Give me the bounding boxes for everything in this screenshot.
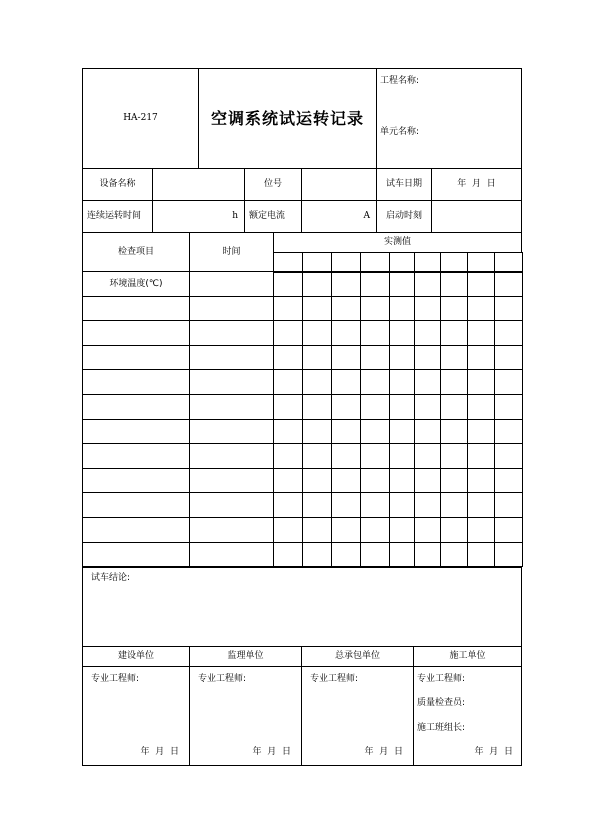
measured-value-cell[interactable] [331, 468, 361, 493]
check-item-cell[interactable] [82, 296, 190, 321]
ambient-temperature-label: 环境温度(℃) [109, 278, 163, 289]
sign-date: 年 月 日 [364, 747, 403, 757]
continuous-time-label: 连续运转时间 [82, 200, 153, 233]
sign-block-supervision[interactable] [189, 666, 302, 766]
measured-value-cell[interactable] [414, 419, 441, 444]
sign-unit-general-contractor: 总承包单位 [301, 646, 414, 667]
measured-value-cell[interactable] [331, 542, 361, 567]
measured-value-cell[interactable] [331, 443, 361, 469]
measured-value-cell[interactable] [389, 394, 415, 420]
sign-block-builder[interactable] [413, 666, 522, 766]
measured-subheader-cell [331, 252, 361, 273]
sign-unit-construction: 建设单位 [82, 646, 190, 667]
measured-value-cell[interactable] [414, 517, 441, 543]
amp-unit: A [363, 211, 370, 221]
position-label: 位号 [244, 168, 302, 201]
measured-value-cell[interactable] [302, 542, 332, 567]
measured-value-cell[interactable] [389, 345, 415, 370]
check-item-cell[interactable] [82, 345, 190, 370]
measured-value-cell[interactable] [360, 271, 390, 297]
measured-value-cell[interactable] [273, 443, 303, 469]
measured-value-cell[interactable] [360, 320, 390, 346]
measured-value-cell[interactable] [273, 320, 303, 346]
measured-subheader-cell [389, 252, 415, 273]
check-item-cell[interactable] [82, 271, 190, 297]
check-item-cell[interactable] [82, 369, 190, 395]
measured-value-cell[interactable] [273, 419, 303, 444]
measured-value-cell[interactable] [440, 345, 468, 370]
device-name-label: 设备名称 [82, 168, 153, 201]
measured-value-cell[interactable] [414, 271, 441, 297]
measured-value-cell[interactable] [414, 296, 441, 321]
check-item-cell[interactable] [82, 468, 190, 493]
measured-subheader-cell [302, 252, 332, 273]
time-cell[interactable] [189, 492, 274, 518]
measured-value-cell[interactable] [360, 542, 390, 567]
sign-date: 年 月 日 [474, 747, 513, 757]
measured-value-cell[interactable] [414, 492, 441, 518]
measured-value-cell[interactable] [440, 542, 468, 567]
measured-value-cell[interactable] [331, 271, 361, 297]
measured-value-cell[interactable] [494, 320, 523, 346]
check-item-cell[interactable] [82, 517, 190, 543]
test-date-field[interactable]: 年 月 日 [431, 168, 522, 201]
time-cell[interactable] [189, 419, 274, 444]
measured-value-cell[interactable] [494, 296, 523, 321]
measured-value-cell[interactable] [273, 492, 303, 518]
measured-value-cell[interactable] [302, 443, 332, 469]
measured-value-cell[interactable] [273, 394, 303, 420]
measured-value-cell[interactable] [389, 369, 415, 395]
form-title-cell [198, 68, 377, 169]
measured-value-cell[interactable] [414, 320, 441, 346]
measured-value-cell[interactable] [467, 468, 495, 493]
measured-value-cell[interactable] [494, 443, 523, 469]
measured-value-cell[interactable] [360, 468, 390, 493]
measured-value-cell[interactable] [440, 320, 468, 346]
conclusion-cell[interactable] [82, 567, 522, 647]
continuous-time-field[interactable] [152, 200, 245, 233]
measured-value-cell[interactable] [440, 296, 468, 321]
measured-value-cell[interactable] [440, 443, 468, 469]
measured-value-cell[interactable] [273, 542, 303, 567]
time-header: 时间 [189, 232, 274, 272]
device-name-field[interactable] [152, 168, 245, 201]
measured-value-cell[interactable] [389, 320, 415, 346]
measured-value-cell[interactable] [467, 271, 495, 297]
form-title: 空调系统试运转记录 [210, 108, 364, 128]
check-item-cell[interactable] [82, 320, 190, 346]
hour-unit: h [232, 211, 238, 221]
measured-value-cell[interactable] [389, 468, 415, 493]
form-sheet [82, 68, 522, 766]
measured-value-cell[interactable] [494, 369, 523, 395]
measured-value-cell[interactable] [360, 345, 390, 370]
measured-value-cell[interactable] [360, 517, 390, 543]
sign-date: 年 月 日 [140, 747, 179, 757]
measured-value-cell[interactable] [414, 468, 441, 493]
measured-value-cell[interactable] [273, 296, 303, 321]
measured-value-cell[interactable] [331, 394, 361, 420]
measured-subheader-cell [360, 252, 390, 273]
rated-current-label: 额定电流 [244, 200, 302, 233]
measured-value-cell[interactable] [360, 492, 390, 518]
measured-value-cell[interactable] [467, 369, 495, 395]
start-time-label: 启动时刻 [376, 200, 432, 233]
project-name-label: 工程名称: [380, 76, 420, 86]
engineer-label: 专业工程师: [91, 674, 140, 684]
time-cell[interactable] [189, 468, 274, 493]
position-field[interactable] [301, 168, 377, 201]
measured-value-cell[interactable] [494, 345, 523, 370]
measured-value-cell[interactable] [302, 419, 332, 444]
measured-value-cell[interactable] [389, 492, 415, 518]
project-info-cell [376, 68, 522, 169]
measured-value-cell[interactable] [331, 296, 361, 321]
measured-value-cell[interactable] [440, 492, 468, 518]
sign-date: 年 月 日 [252, 747, 291, 757]
measured-value-cell[interactable] [389, 517, 415, 543]
measured-subheader-cell [467, 252, 495, 273]
measured-value-cell[interactable] [440, 419, 468, 444]
measured-subheader-cell [440, 252, 468, 273]
measured-value-cell[interactable] [302, 517, 332, 543]
check-item-cell[interactable] [82, 492, 190, 518]
time-cell[interactable] [189, 369, 274, 395]
time-cell[interactable] [189, 443, 274, 469]
measured-value-cell[interactable] [467, 492, 495, 518]
form-code: HA-217 [123, 113, 158, 123]
measured-value-cell[interactable] [331, 369, 361, 395]
measured-value-cell[interactable] [467, 394, 495, 420]
measured-value-cell[interactable] [467, 296, 495, 321]
check-item-cell[interactable] [82, 394, 190, 420]
measured-value-cell[interactable] [389, 296, 415, 321]
measured-value-cell[interactable] [440, 468, 468, 493]
rated-current-field[interactable] [301, 200, 377, 233]
measured-value-cell[interactable] [360, 419, 390, 444]
measured-value-cell[interactable] [494, 517, 523, 543]
measured-value-cell[interactable] [440, 271, 468, 297]
measured-value-cell[interactable] [273, 271, 303, 297]
measured-value-cell[interactable] [331, 517, 361, 543]
engineer-label: 专业工程师: [310, 674, 359, 684]
measured-value-cell[interactable] [273, 345, 303, 370]
measured-value-cell[interactable] [389, 443, 415, 469]
check-item-header: 检查项目 [82, 232, 190, 272]
measured-value-cell[interactable] [440, 394, 468, 420]
test-date-label: 试车日期 [376, 168, 432, 201]
measured-value-cell[interactable] [494, 542, 523, 567]
time-cell[interactable] [189, 271, 274, 297]
measured-value-cell[interactable] [414, 443, 441, 469]
check-item-cell[interactable] [82, 419, 190, 444]
time-cell[interactable] [189, 345, 274, 370]
measured-value-cell[interactable] [273, 517, 303, 543]
sign-unit-supervision: 监理单位 [189, 646, 302, 667]
sign-block-construction[interactable] [82, 666, 190, 766]
measured-value-cell[interactable] [360, 394, 390, 420]
measured-value-cell[interactable] [467, 419, 495, 444]
check-item-cell[interactable] [82, 542, 190, 567]
measured-value-cell[interactable] [302, 394, 332, 420]
time-cell[interactable] [189, 542, 274, 567]
measured-value-cell[interactable] [389, 419, 415, 444]
measured-value-cell[interactable] [414, 369, 441, 395]
sign-block-general-contractor[interactable] [301, 666, 414, 766]
measured-value-cell[interactable] [331, 492, 361, 518]
quality-inspector-label: 质量检查员: [417, 698, 466, 708]
measured-value-cell[interactable] [494, 468, 523, 493]
engineer-label: 专业工程师: [417, 674, 466, 684]
unit-name-label: 单元名称: [380, 127, 420, 137]
measured-value-cell[interactable] [494, 394, 523, 420]
measured-value-cell[interactable] [302, 369, 332, 395]
measured-value-cell[interactable] [302, 492, 332, 518]
conclusion-label: 试车结论: [91, 573, 131, 583]
time-cell[interactable] [189, 394, 274, 420]
measured-value-cell[interactable] [467, 542, 495, 567]
team-leader-label: 施工班组长: [417, 723, 466, 733]
measured-value-cell[interactable] [467, 443, 495, 469]
form-code-cell [82, 68, 199, 169]
measured-value-cell[interactable] [414, 345, 441, 370]
measured-value-cell[interactable] [360, 443, 390, 469]
engineer-label: 专业工程师: [198, 674, 247, 684]
measured-value-cell[interactable] [331, 345, 361, 370]
check-item-cell[interactable] [82, 443, 190, 469]
measured-subheader-cell [414, 252, 441, 273]
measured-value-header: 实测值 [273, 232, 522, 253]
measured-value-cell[interactable] [440, 369, 468, 395]
measured-value-cell[interactable] [494, 419, 523, 444]
measured-value-cell[interactable] [360, 296, 390, 321]
measured-value-cell[interactable] [273, 369, 303, 395]
measured-value-cell[interactable] [467, 345, 495, 370]
measured-value-cell[interactable] [273, 468, 303, 493]
measured-value-cell[interactable] [389, 542, 415, 567]
time-cell[interactable] [189, 517, 274, 543]
measured-value-cell[interactable] [467, 517, 495, 543]
measured-value-cell[interactable] [331, 419, 361, 444]
measured-value-cell[interactable] [302, 320, 332, 346]
measured-value-cell[interactable] [302, 271, 332, 297]
measured-value-cell[interactable] [389, 271, 415, 297]
measured-subheader-cell [494, 252, 523, 273]
time-cell[interactable] [189, 320, 274, 346]
measured-value-cell[interactable] [302, 345, 332, 370]
measured-value-cell[interactable] [302, 468, 332, 493]
sign-unit-builder: 施工单位 [413, 646, 522, 667]
measured-value-cell[interactable] [414, 542, 441, 567]
measured-subheader-cell [273, 252, 303, 273]
measured-value-cell[interactable] [331, 320, 361, 346]
measured-value-cell[interactable] [440, 517, 468, 543]
measured-value-cell[interactable] [302, 296, 332, 321]
start-time-field[interactable] [431, 200, 522, 233]
measured-value-cell[interactable] [494, 492, 523, 518]
measured-value-cell[interactable] [414, 394, 441, 420]
measured-value-cell[interactable] [494, 271, 523, 297]
time-cell[interactable] [189, 296, 274, 321]
measured-value-cell[interactable] [360, 369, 390, 395]
measured-value-cell[interactable] [467, 320, 495, 346]
